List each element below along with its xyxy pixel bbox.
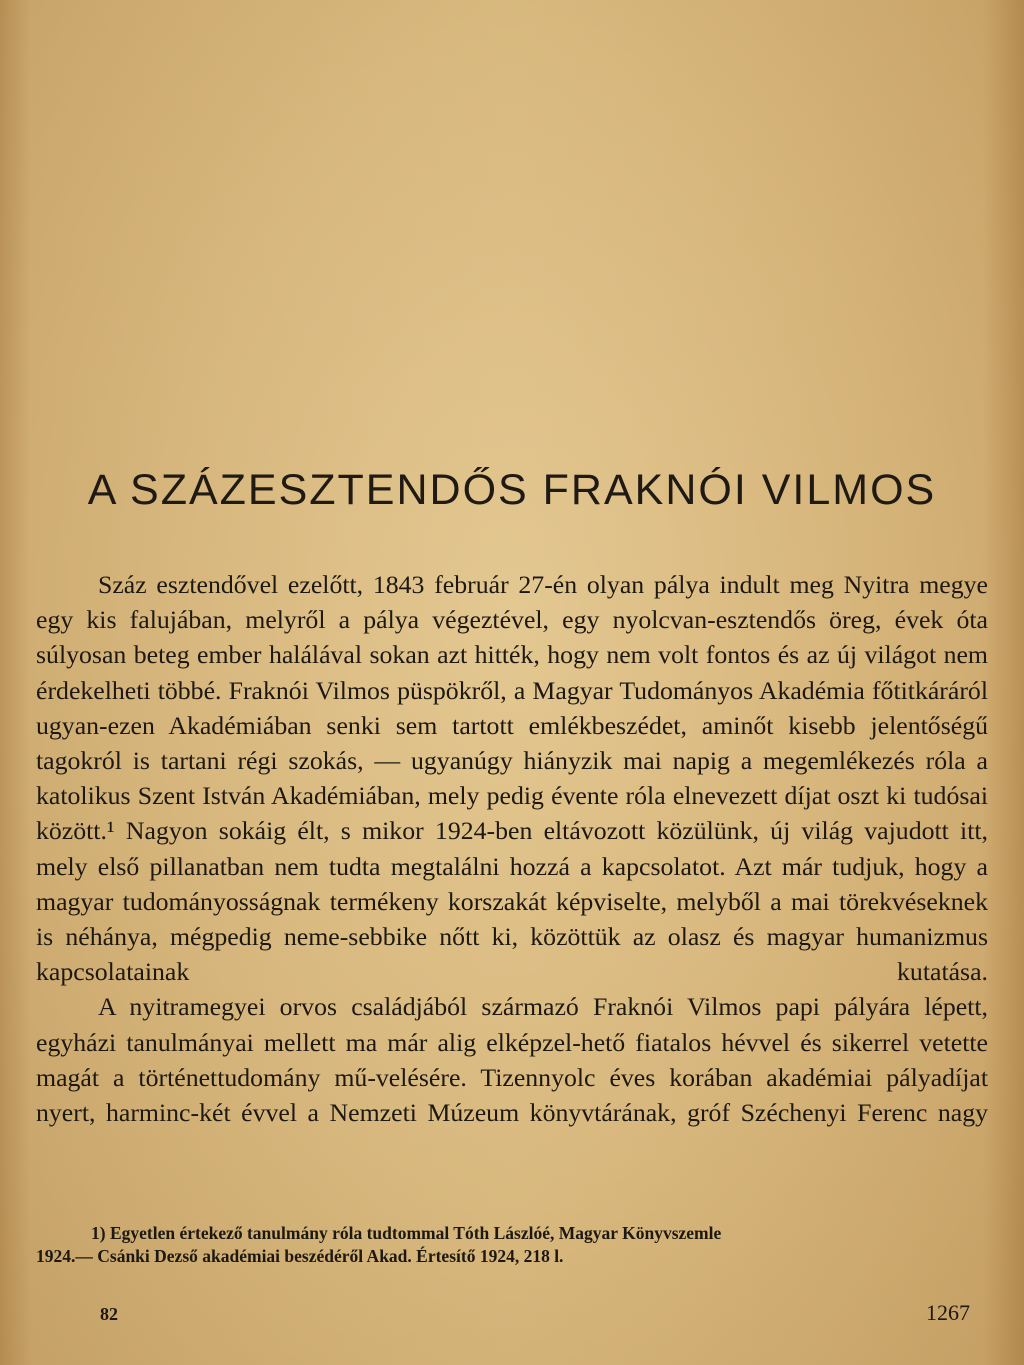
page-number-left: 82 (100, 1304, 118, 1324)
paragraph-2: A nyitramegyei orvos családjából származó Fraknói Vilmos papi pályára lépett, egyházi tanulmányai mellett ma már alig elképzel-hető fiatalos hévvel és sikerrel vetette magát a történettudomány mű-velésére. Tizennyolc éves korában akadémiai pályadíjat nyert, harminc-két évvel a Nemzeti Múzeum könyvtárának, gróf Széchenyi Ferenc nagy (36, 992, 988, 1128)
footnote (36, 1222, 988, 1268)
paragraph-1: Száz esztendővel ezelőtt, 1843 február 27-én olyan pálya indult meg Nyitra megye egy kis falujában, melyről a pálya végeztével, egy nyolcvan-esztendős öreg, évek óta súlyosan beteg ember halálával sokan azt hitték, hogy nem volt fontos és az új világot nem érdekelheti többé. Fraknói Vilmos püspökről, a Magyar Tudományos Akadémia főtitkáráról ugyan-ezen Akadémiában senki sem tartott emlékbeszédet, aminőt kisebb jelentőségű tagokról is tartani régi szokás, — ugyanúgy hiányzik mai napig a megemlékezés róla a katolikus Szent István Akadémiában, mely pedig évente róla elnevezett díjat oszt ki tudósai között.¹ Nagyon sokáig élt, s mikor 1924-ben eltávozott közülünk, új világ vajudott itt, mely első pillanatban nem tudta megtalálni hozzá a kapcsolatot. Azt már tudjuk, hogy a magyar tudományosságnak termékeny korszakát képviselte, melyből a mai törekvéseknek is néhánya, mégpedig neme-sebbike nőtt ki, közöttük az olasz és magyar humanizmus kapcsolatainak kutatása. (36, 570, 988, 987)
footnote-line-1: 1) Egyetlen értekező tanulmány róla tudtommal Tóth Lászlóé, Magyar Könyvszemle (91, 1223, 722, 1243)
article-title: A SZÁZESZTENDŐS FRAKNÓI VILMOS (87, 466, 937, 514)
page-number-right: 1267 (926, 1300, 970, 1325)
footnote-line-2: 1924.— Csánki Dezső akadémiai beszédéről Akad. Értesítő 1924, 218 l. (36, 1246, 564, 1266)
article-body (36, 567, 988, 1130)
